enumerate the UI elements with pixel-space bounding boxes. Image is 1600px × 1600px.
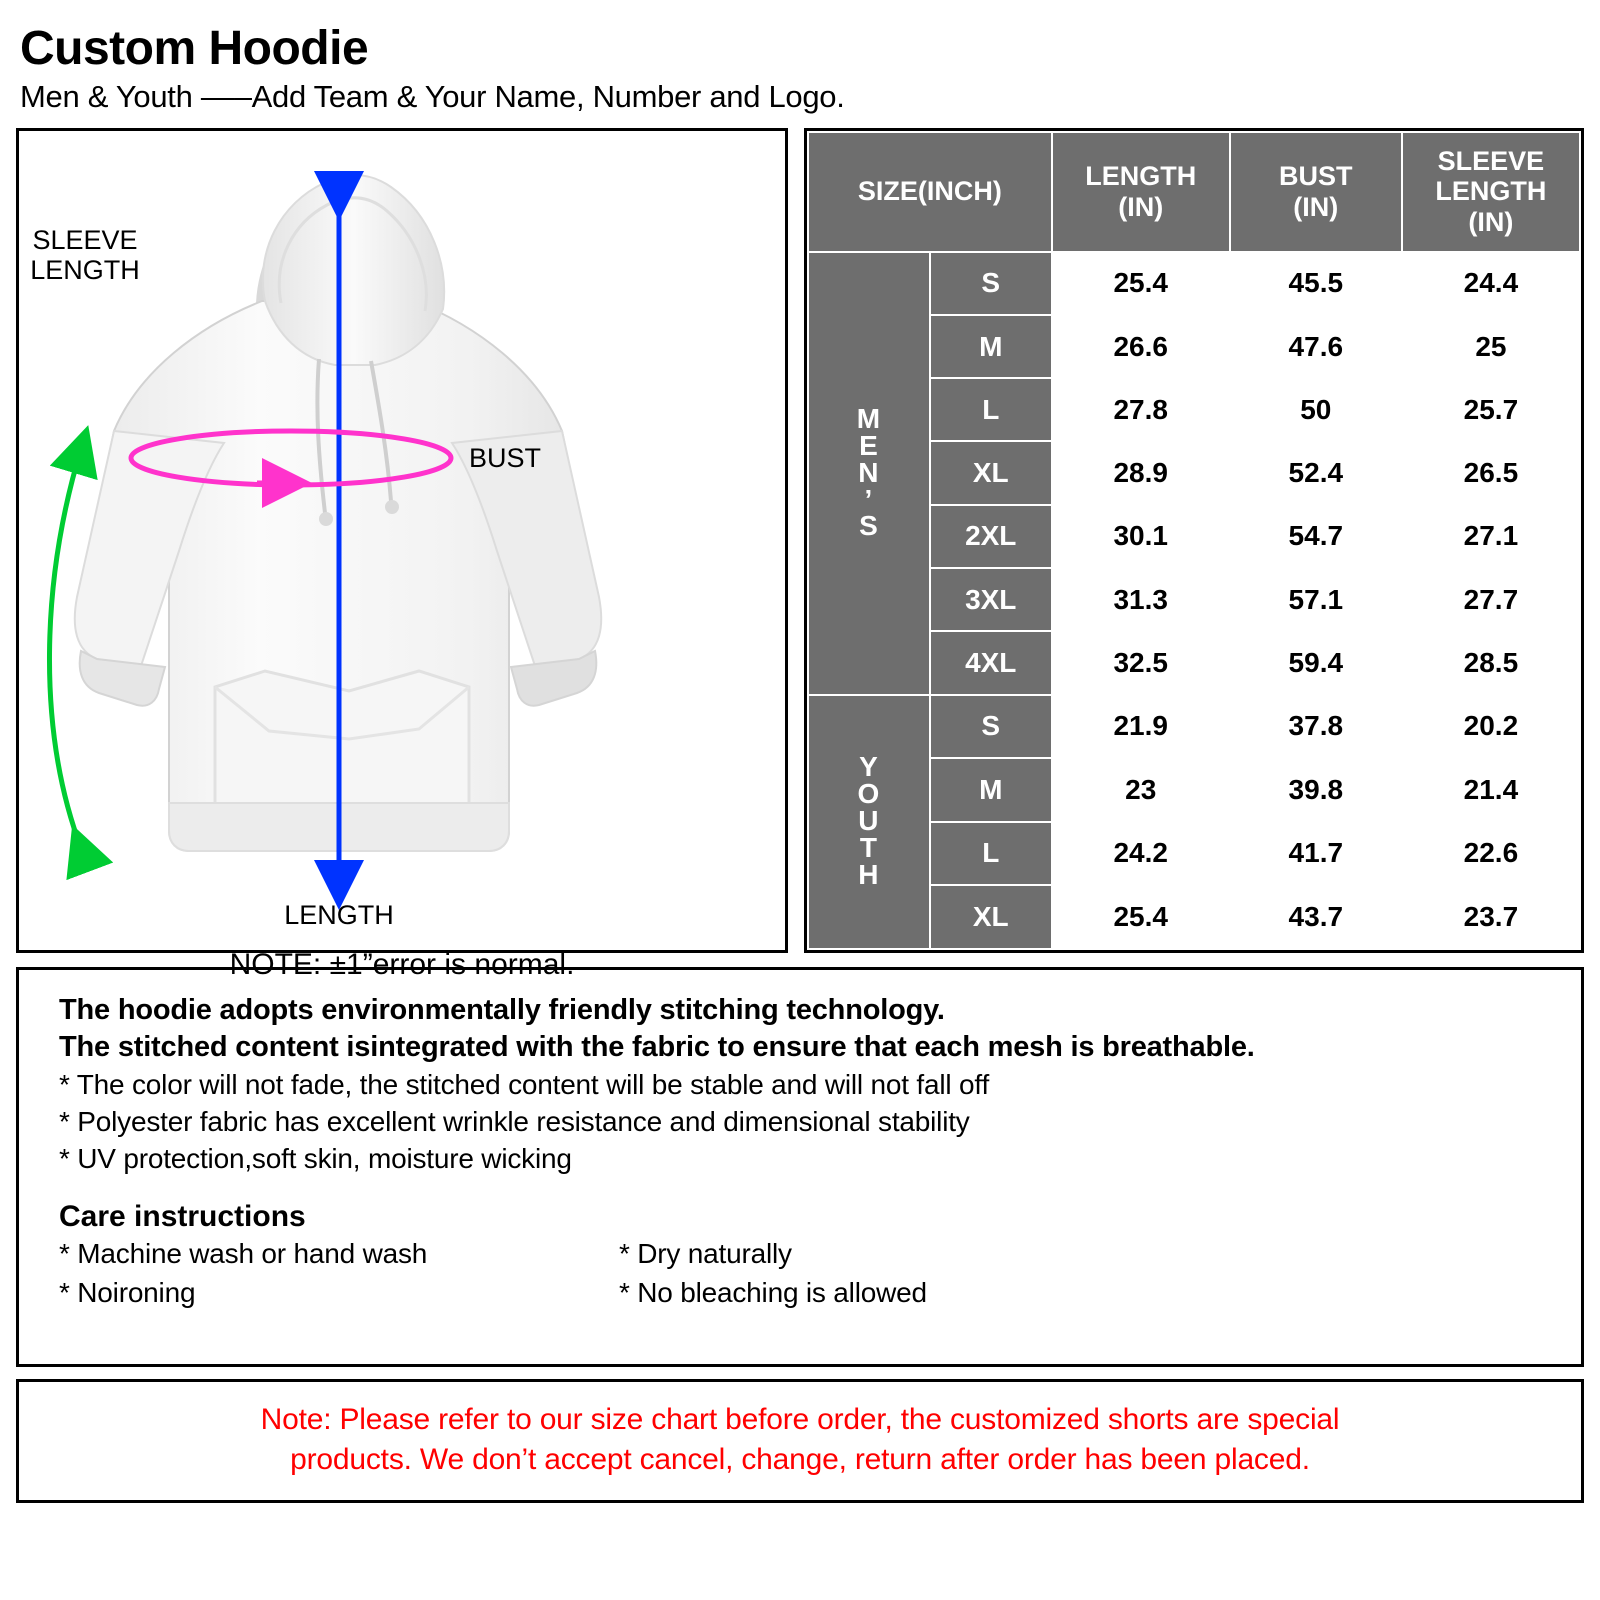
bust-label: BUST bbox=[469, 442, 542, 473]
info-bullet-2: * Polyester fabric has excellent wrinkle resistance and dimensional stability bbox=[59, 1105, 970, 1137]
group-letter: E bbox=[859, 429, 879, 461]
cell-sleeve: 24.4 bbox=[1402, 252, 1580, 315]
sleeve-length-label-line2: LENGTH bbox=[30, 254, 140, 285]
info-line-1: The hoodie adopts environmentally friendly stitching technology. bbox=[59, 993, 945, 1026]
group-label-youth bbox=[808, 695, 930, 949]
group-letter: T bbox=[859, 832, 878, 864]
cell-size: M bbox=[930, 315, 1052, 378]
header-sleeve-line2: LENGTH bbox=[1435, 176, 1547, 207]
cell-length: 27.8 bbox=[1052, 378, 1230, 441]
cell-bust: 57.1 bbox=[1230, 568, 1402, 631]
group-letter: Y bbox=[859, 751, 879, 783]
order-note-panel bbox=[16, 1379, 1584, 1503]
size-table-panel bbox=[804, 128, 1584, 953]
cell-bust: 54.7 bbox=[1230, 505, 1402, 568]
cell-sleeve: 22.6 bbox=[1402, 822, 1580, 885]
table-row bbox=[808, 252, 1580, 315]
cell-length: 30.1 bbox=[1052, 505, 1230, 568]
cell-length: 21.9 bbox=[1052, 695, 1230, 758]
header-length bbox=[1052, 132, 1230, 252]
info-line-2: The stitched content isintegrated with the fabric to ensure that each mesh is breathable. bbox=[59, 1031, 1255, 1064]
cell-size: XL bbox=[930, 885, 1052, 949]
hoodie-diagram-svg bbox=[19, 131, 785, 981]
header-length-line2: (IN) bbox=[1118, 191, 1164, 222]
cell-size: M bbox=[930, 758, 1052, 821]
cell-length: 25.4 bbox=[1052, 885, 1230, 949]
group-letter: H bbox=[858, 858, 880, 890]
cell-size: S bbox=[930, 252, 1052, 315]
top-section bbox=[16, 128, 1584, 981]
cell-sleeve: 20.2 bbox=[1402, 695, 1580, 758]
cell-bust: 59.4 bbox=[1230, 631, 1402, 694]
info-bullet-3: * UV protection,soft skin, moisture wicking bbox=[59, 1142, 572, 1174]
care-instructions-grid bbox=[59, 1236, 1541, 1312]
header-sleeve bbox=[1402, 132, 1580, 252]
group-letter: ’ bbox=[864, 483, 874, 515]
cell-sleeve: 27.7 bbox=[1402, 568, 1580, 631]
care-instructions-title: Care instructions bbox=[59, 1199, 306, 1233]
cell-bust: 39.8 bbox=[1230, 758, 1402, 821]
order-note-line-2: products. We don’t accept cancel, change, return after order has been placed. bbox=[290, 1443, 1310, 1477]
header-bust-line2: (IN) bbox=[1293, 191, 1339, 222]
cell-size: S bbox=[930, 695, 1052, 758]
cell-length: 24.2 bbox=[1052, 822, 1230, 885]
cell-bust: 37.8 bbox=[1230, 695, 1402, 758]
table-header-row bbox=[808, 132, 1580, 252]
cell-sleeve: 25 bbox=[1402, 315, 1580, 378]
header-bust bbox=[1230, 132, 1402, 252]
cell-sleeve: 28.5 bbox=[1402, 631, 1580, 694]
cell-bust: 47.6 bbox=[1230, 315, 1402, 378]
care-item-3: * Noironing bbox=[59, 1276, 196, 1308]
length-label: LENGTH bbox=[284, 899, 394, 930]
cell-size: 3XL bbox=[930, 568, 1052, 631]
product-info-panel bbox=[16, 967, 1584, 1367]
cell-sleeve: 23.7 bbox=[1402, 885, 1580, 949]
cell-bust: 50 bbox=[1230, 378, 1402, 441]
cell-bust: 43.7 bbox=[1230, 885, 1402, 949]
cell-length: 23 bbox=[1052, 758, 1230, 821]
group-letter: N bbox=[858, 456, 880, 488]
cell-bust: 45.5 bbox=[1230, 252, 1402, 315]
header-size: SIZE(INCH) bbox=[808, 132, 1052, 252]
sleeve-length-label-line1: SLEEVE bbox=[32, 224, 138, 255]
page-title: Custom Hoodie bbox=[20, 22, 369, 75]
header-length-line1: LENGTH bbox=[1085, 161, 1197, 192]
group-letter: U bbox=[858, 805, 880, 837]
header-sleeve-line1: SLEEVE bbox=[1437, 146, 1545, 177]
cell-bust: 52.4 bbox=[1230, 441, 1402, 504]
order-note-line-1: Note: Please refer to our size chart before order, the customized shorts are special bbox=[260, 1402, 1340, 1436]
care-item-2: * Dry naturally bbox=[619, 1237, 792, 1269]
cell-size: XL bbox=[930, 441, 1052, 504]
cell-sleeve: 27.1 bbox=[1402, 505, 1580, 568]
hoodie-diagram-panel bbox=[16, 128, 788, 981]
cell-size: 4XL bbox=[930, 631, 1052, 694]
cell-sleeve: 26.5 bbox=[1402, 441, 1580, 504]
group-letter: S bbox=[859, 510, 879, 542]
cell-length: 28.9 bbox=[1052, 441, 1230, 504]
info-bullet-1: * The color will not fade, the stitched content will be stable and will not fall off bbox=[59, 1068, 990, 1100]
group-letter: M bbox=[856, 402, 882, 434]
table-row bbox=[808, 695, 1580, 758]
cell-size: 2XL bbox=[930, 505, 1052, 568]
group-letter: O bbox=[857, 778, 881, 810]
diagram-note: NOTE: ±1”error is normal. bbox=[229, 947, 575, 981]
cell-size: L bbox=[930, 378, 1052, 441]
cell-sleeve: 25.7 bbox=[1402, 378, 1580, 441]
cell-length: 31.3 bbox=[1052, 568, 1230, 631]
cell-sleeve: 21.4 bbox=[1402, 758, 1580, 821]
cell-size: L bbox=[930, 822, 1052, 885]
page-subtitle: Men & Youth –––Add Team & Your Name, Number and Logo. bbox=[20, 79, 845, 115]
sleeve-length-arrow bbox=[49, 449, 81, 848]
care-item-4: * No bleaching is allowed bbox=[619, 1276, 927, 1308]
cell-length: 26.6 bbox=[1052, 315, 1230, 378]
group-label-mens bbox=[808, 252, 930, 695]
header-sleeve-line3: (IN) bbox=[1468, 206, 1514, 237]
cell-length: 25.4 bbox=[1052, 252, 1230, 315]
size-table bbox=[807, 131, 1581, 950]
care-item-1: * Machine wash or hand wash bbox=[59, 1237, 428, 1269]
cell-bust: 41.7 bbox=[1230, 822, 1402, 885]
header-bust-line1: BUST bbox=[1279, 161, 1353, 192]
cell-length: 32.5 bbox=[1052, 631, 1230, 694]
